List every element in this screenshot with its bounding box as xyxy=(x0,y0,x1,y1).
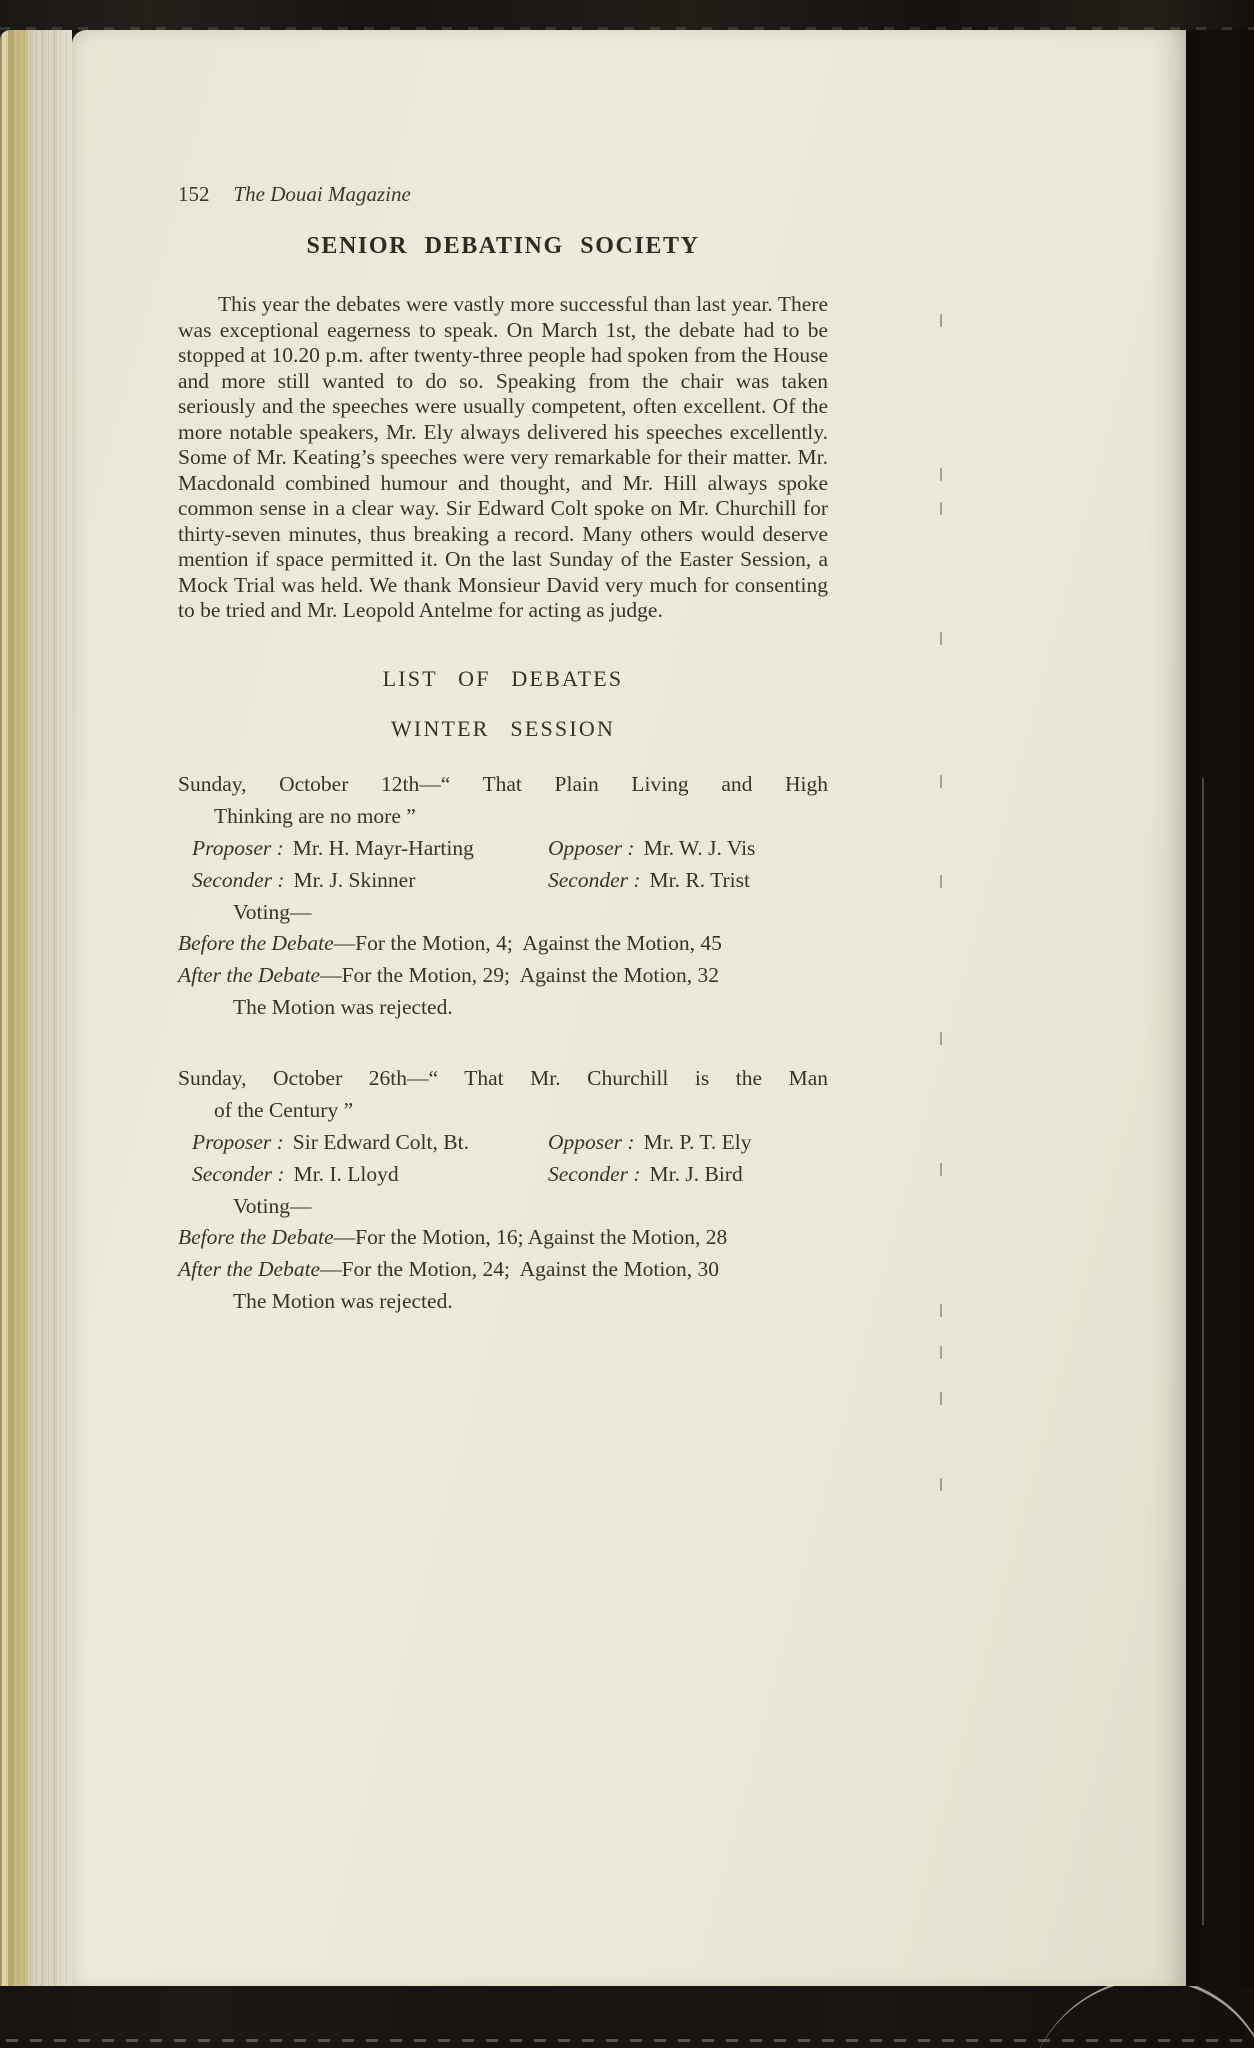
debate-entry-october-12 xyxy=(178,772,828,1020)
page-corner-highlight xyxy=(1028,1986,1254,2048)
opposer-name: Mr. W. J. Vis xyxy=(643,835,756,860)
before-debate-line xyxy=(178,1225,828,1250)
motion-line-2: Thinking are no more ” xyxy=(214,803,416,828)
after-debate-label: After the Debate xyxy=(178,1256,321,1281)
seconders-row xyxy=(178,868,828,893)
before-debate-tally: —For the Motion, 16; Against the Motion, 28 xyxy=(333,1224,728,1249)
opposer-label: Opposer : xyxy=(548,835,635,860)
proposer-cell xyxy=(192,836,548,861)
section-title: SENIOR DEBATING SOCIETY xyxy=(306,233,700,259)
running-title: The Douai Magazine xyxy=(233,182,411,206)
seconders-row xyxy=(178,1162,828,1187)
winter-session-heading: WINTER SESSION xyxy=(390,715,616,741)
book-cover-top-edge xyxy=(0,0,1254,30)
book-page xyxy=(72,30,1186,1988)
proposer-name: Mr. H. Mayr-Harting xyxy=(292,835,474,860)
motion-result: The Motion was rejected. xyxy=(233,1288,453,1313)
intro-paragraph: This year the debates were vastly more successful than last year. There was exceptional eagerness to speak. On March 1st, the debate had to be stopped at 10.20 p.m. after twenty-three people had spoken from the House and more still wanted to do so. Speaking from the chair was taken seriously and the speeches were usually competent, often excellent. Of the more notable speakers, Mr. Ely always delivered his speeches excellently. Some of Mr. Keating’s speeches were very remarkable for their matter. Mr. Macdonald combined humour and thought, and Mr. Hill always spoke common sense in a clear way. Sir Edward Colt spoke on Mr. Churchill for thirty-seven minutes, thus breaking a record. Many others would deserve mention if space permitted it. On the last Sunday of the Easter Session, a Mock Trial was held. We thank Monsieur David very much for consenting to be tried and Mr. Leopold Antelme for acting as judge. xyxy=(178,292,828,622)
book-cover-right-edge xyxy=(1186,0,1254,2048)
before-debate-label: Before the Debate xyxy=(178,930,334,955)
opposer-cell xyxy=(548,1130,828,1155)
after-debate-line xyxy=(178,963,828,988)
proposer-opposer-row xyxy=(178,1130,828,1155)
voting-label: Voting— xyxy=(233,899,312,924)
motion-line-2: of the Century ” xyxy=(214,1097,354,1122)
running-header xyxy=(178,182,828,207)
after-debate-line xyxy=(178,1257,828,1282)
page-stack-edge xyxy=(0,30,72,1988)
page-number: 152 xyxy=(178,182,210,206)
seconder-name: Mr. R. Trist xyxy=(649,867,750,892)
seconder-name: Mr. J. Skinner xyxy=(293,867,416,892)
after-debate-tally: —For the Motion, 24; Against the Motion, 30 xyxy=(320,1256,720,1281)
opposer-name: Mr. P. T. Ely xyxy=(643,1129,752,1154)
proposer-cell xyxy=(192,1130,548,1155)
voting-label: Voting— xyxy=(233,1193,312,1218)
seconder-left-cell xyxy=(192,1162,548,1187)
opposer-cell xyxy=(548,836,828,861)
seconder-label: Seconder : xyxy=(548,1161,641,1186)
seconder-left-cell xyxy=(192,868,548,893)
seconder-right-cell xyxy=(548,868,828,893)
motion-line-1: Sunday, October 12th—“ That Plain Living and High xyxy=(178,771,828,796)
after-debate-tally: —For the Motion, 29; Against the Motion, 32 xyxy=(320,962,720,987)
motion-line-1: Sunday, October 26th—“ That Mr. Churchill is the Man xyxy=(178,1065,828,1090)
seconder-label: Seconder : xyxy=(192,867,285,892)
seconder-label: Seconder : xyxy=(192,1161,285,1186)
seconder-name: Mr. J. Bird xyxy=(649,1161,743,1186)
seconder-right-cell xyxy=(548,1162,828,1187)
opposer-label: Opposer : xyxy=(548,1129,635,1154)
proposer-label: Proposer : xyxy=(192,1129,284,1154)
proposer-label: Proposer : xyxy=(192,835,284,860)
book-cover-bottom-edge xyxy=(0,1986,1254,2048)
page-content xyxy=(178,30,828,1314)
seconder-name: Mr. I. Lloyd xyxy=(293,1161,399,1186)
before-debate-label: Before the Debate xyxy=(178,1224,334,1249)
list-of-debates-heading: LIST OF DEBATES xyxy=(382,665,624,691)
proposer-opposer-row xyxy=(178,836,828,861)
before-debate-line xyxy=(178,931,828,956)
seconder-label: Seconder : xyxy=(548,867,641,892)
proposer-name: Sir Edward Colt, Bt. xyxy=(292,1129,469,1154)
before-debate-tally: —For the Motion, 4; Against the Motion, 45 xyxy=(333,930,722,955)
debate-entry-october-26 xyxy=(178,1066,828,1314)
motion-result: The Motion was rejected. xyxy=(233,994,453,1019)
after-debate-label: After the Debate xyxy=(178,962,321,987)
